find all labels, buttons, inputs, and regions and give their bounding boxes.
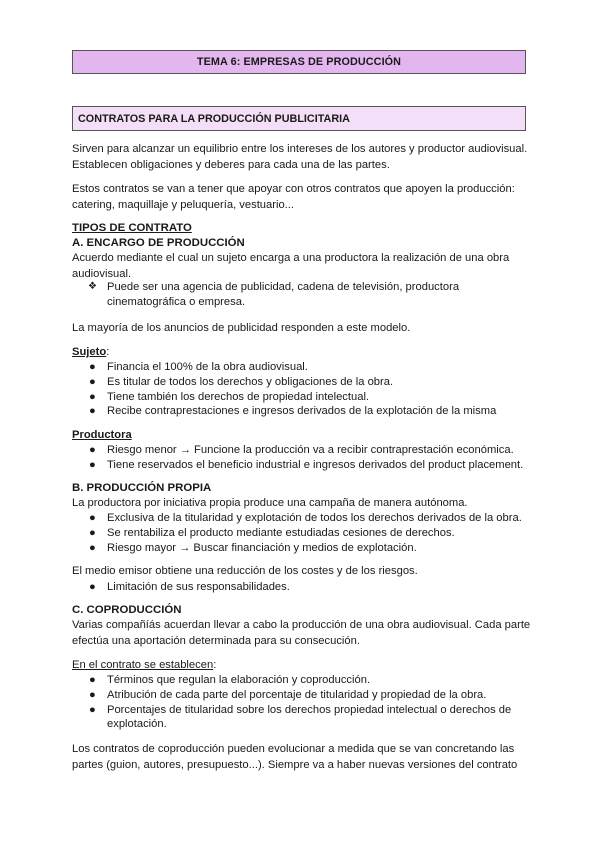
section-b-note-list bbox=[72, 580, 532, 595]
contrato-label-row bbox=[72, 658, 532, 674]
list-item: ● Financia el 100% de la obra audiovisual. bbox=[89, 361, 308, 373]
bullet-icon: ● bbox=[89, 444, 96, 456]
tipos-heading: TIPOS DE CONTRATO bbox=[72, 222, 192, 234]
section-c-closing: Los contratos de coproducción pueden evolucionar a medida que se van concretando las partes (guion, autores, presupuesto...). Siempre va a haber nuevas versiones del contrato bbox=[72, 743, 518, 771]
section-b-note: El medio emisor obtiene una reducción de los costes y de los riesgos. bbox=[72, 565, 418, 577]
section-c-heading: C. COPRODUCCIÓN bbox=[72, 604, 182, 616]
list-item: ● Se rentabiliza el producto mediante estudiadas cesiones de derechos. bbox=[89, 526, 455, 539]
list-item: ● Riesgo menor → Funcione la producción va a recibir contraprestación económica. bbox=[89, 444, 514, 456]
section-b-list bbox=[72, 511, 532, 555]
bullet-icon: ● bbox=[89, 361, 96, 373]
list-item: ● Recibe contraprestaciones e ingresos derivados de la explotación de la misma bbox=[89, 405, 497, 418]
list-item: ● Limitación de sus responsabilidades. bbox=[89, 581, 290, 593]
colon: : bbox=[106, 346, 110, 358]
section-title: CONTRATOS PARA LA PRODUCCIÓN PUBLICITARIA bbox=[72, 106, 526, 131]
section-a-diamond-list bbox=[72, 280, 532, 310]
intro-paragraph-2: Estos contratos se van a tener que apoyar con otros contratos que apoyen la producción: catering, maquillaje y peluquería, vestuario... bbox=[72, 183, 515, 211]
contrato-list bbox=[72, 673, 532, 732]
diamond-bullet-icon: ❖ bbox=[88, 281, 97, 292]
bullet-icon: ● bbox=[89, 541, 96, 554]
bullet-icon: ● bbox=[89, 390, 96, 403]
colon: : bbox=[213, 659, 217, 671]
contrato-label: En el contrato se establecen bbox=[72, 659, 214, 671]
list-item: ❖ Puede ser una agencia de publicidad, cadena de televisión, productora cinematográfica o empresa. bbox=[88, 281, 460, 308]
productora-list bbox=[72, 443, 532, 473]
productora-label: Productora bbox=[72, 429, 132, 441]
bullet-icon: ● bbox=[89, 526, 96, 539]
list-item: ● Tiene reservados el beneficio industrial e ingresos derivados del product placement. bbox=[89, 458, 524, 471]
list-item: ● Tiene también los derechos de propiedad intelectual. bbox=[89, 390, 370, 403]
sujeto-label: Sujeto bbox=[72, 346, 107, 358]
section-a-heading: A. ENCARGO DE PRODUCCIÓN bbox=[72, 237, 245, 249]
section-b-description: La productora por iniciativa propia produce una campaña de manera autónoma. bbox=[72, 497, 468, 509]
list-item: ● Es titular de todos los derechos y obligaciones de la obra. bbox=[89, 375, 394, 388]
list-item: ● Riesgo mayor → Buscar financiación y medios de explotación. bbox=[89, 541, 417, 554]
sujeto-label-row bbox=[72, 345, 532, 361]
section-b-heading: B. PRODUCCIÓN PROPIA bbox=[72, 482, 212, 494]
bullet-icon: ● bbox=[89, 458, 96, 471]
list-item: ● Exclusiva de la titularidad y explotación de todos los derechos derivados de la obra. bbox=[89, 512, 522, 524]
bullet-icon: ● bbox=[89, 703, 96, 716]
page-title: TEMA 6: EMPRESAS DE PRODUCCIÓN bbox=[72, 50, 526, 74]
list-item: ● Atribución de cada parte del porcentaje de titularidad y propiedad de la obra. bbox=[89, 688, 487, 701]
list-item: ● Porcentajes de titularidad sobre los derechos propiedad intelectual o derechos de explotación. bbox=[89, 703, 512, 731]
section-c-description: Varias compañíás acuerdan llevar a cabo la producción de una obra audiovisual. Cada parte efectúa una aportación determinada para su consecución. bbox=[72, 619, 531, 647]
bullet-icon: ● bbox=[89, 674, 96, 686]
bullet-icon: ● bbox=[89, 405, 96, 418]
sujeto-list bbox=[72, 360, 532, 419]
list-item: ● Términos que regulan la elaboración y coproducción. bbox=[89, 674, 371, 686]
section-a-note: La mayoría de los anuncios de publicidad responden a este modelo. bbox=[72, 322, 411, 334]
section-a-description: Acuerdo mediante el cual un sujeto encarga a una productora la realización de una obra audiovisual. bbox=[72, 252, 510, 280]
intro-paragraph-1: Sirven para alcanzar un equilibrio entre los intereses de los autores y productor audiovisual. Establecen obligaciones y deberes para cada una de las partes. bbox=[72, 143, 528, 171]
bullet-icon: ● bbox=[89, 375, 96, 388]
bullet-icon: ● bbox=[89, 581, 96, 593]
bullet-icon: ● bbox=[89, 512, 96, 524]
bullet-icon: ● bbox=[89, 688, 96, 701]
